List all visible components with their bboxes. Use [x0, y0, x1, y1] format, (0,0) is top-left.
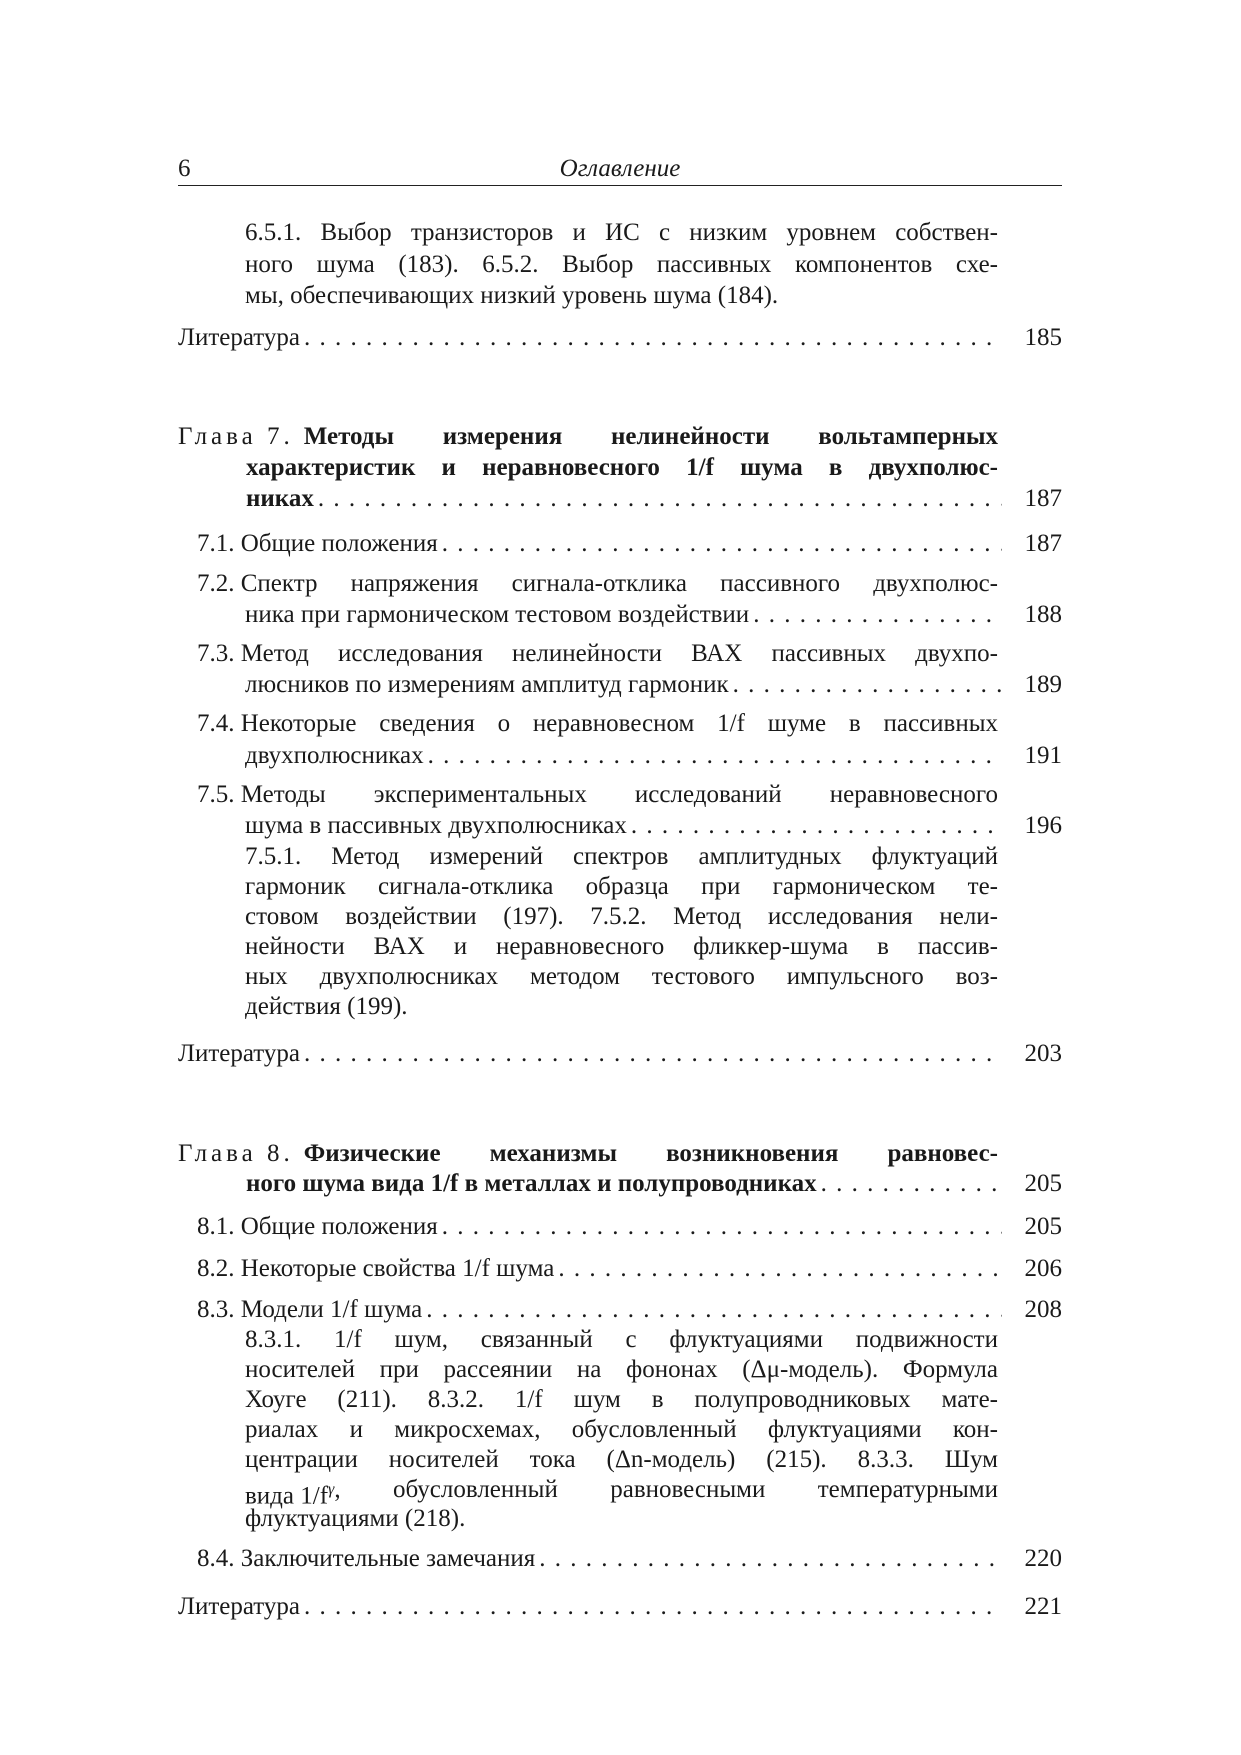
dot-leader	[753, 600, 1002, 630]
toc-entry-7-2-end[interactable]	[245, 600, 1062, 630]
section-number: 7.3.	[197, 640, 235, 667]
subsection-text: мы, обеспечивающих низкий уровень шума (184).	[245, 282, 779, 309]
entry-title: Некоторые свойства 1/f шума	[240, 1255, 555, 1282]
entry-page: 205	[1024, 1170, 1062, 1197]
entry-page: 188	[1024, 601, 1062, 628]
entry-title: ника при гармоническом тестовом воздействии	[245, 601, 750, 628]
running-title: Оглавление	[559, 155, 681, 182]
entry-title: Литература	[178, 1040, 300, 1067]
toc-entry-7-3[interactable]	[197, 639, 998, 669]
entry-page: 220	[1024, 1545, 1062, 1572]
dot-leader	[428, 741, 1002, 771]
entry-title: Литература	[178, 324, 300, 351]
chapter-title-end[interactable]	[246, 1169, 1062, 1199]
dot-leader	[304, 1592, 1002, 1622]
entry-title: люсников по измерениям амплитуд гармоник	[245, 671, 729, 698]
toc-entry-7-4[interactable]	[197, 709, 998, 739]
dot-leader	[733, 670, 1002, 700]
entry-title: Общие положения	[240, 530, 438, 557]
dot-leader	[304, 323, 1002, 353]
entry-title: Методы экспериментальных исследований неравновесного	[240, 781, 998, 808]
subsection-text: стовом воздействии (197). 7.5.2. Метод исследования нели-	[245, 903, 998, 930]
entry-title: Общие положения	[240, 1213, 438, 1240]
section-number: 8.4.	[197, 1545, 235, 1572]
subsection-text: нейности ВАХ и неравновесного фликкер-шума в пассив-	[245, 933, 998, 960]
entry-page: 196	[1024, 812, 1062, 839]
section-number: 8.3.	[197, 1296, 235, 1323]
toc-entry-7-4-end[interactable]	[245, 741, 1062, 771]
toc-entry-literature[interactable]	[178, 1039, 1062, 1069]
subsection-text: центрации носителей тока (Δn-модель) (215). 8.3.3. Шум	[245, 1446, 998, 1473]
toc-entry-8-3[interactable]	[197, 1295, 1062, 1325]
entry-page: 206	[1024, 1255, 1062, 1282]
subsection-text-part	[245, 1475, 335, 1510]
entry-title: Модели 1/f шума	[240, 1296, 423, 1323]
section-number: 8.2.	[197, 1255, 235, 1282]
dot-leader	[426, 1295, 1002, 1325]
toc-entry-7-3-end[interactable]	[245, 670, 1062, 700]
entry-page: 191	[1024, 742, 1062, 769]
exponent: γ	[328, 1481, 335, 1498]
dot-leader	[442, 1212, 1002, 1242]
toc-entry-8-2[interactable]	[197, 1254, 1062, 1284]
dot-leader	[304, 1039, 1002, 1069]
header-rule	[178, 185, 1062, 186]
toc-entry-7-2[interactable]	[197, 569, 998, 599]
entry-title: двухполюсниках	[245, 742, 424, 769]
dot-leader	[631, 811, 1002, 841]
entry-page: 185	[1024, 324, 1062, 351]
chapter-title: Методы измерения нелинейности вольтамперных	[303, 423, 998, 450]
subsection-text: носителей при рассеянии на фононах (Δμ-модель). Формула	[245, 1356, 998, 1383]
subsection-text: флуктуациями (218).	[245, 1505, 466, 1532]
subsection-text: 7.5.1. Метод измерений спектров амплитудных флуктуаций	[245, 843, 998, 870]
section-number: 7.1.	[197, 530, 235, 557]
entry-page: 205	[1024, 1213, 1062, 1240]
toc-entry-7-5-end[interactable]	[245, 811, 1062, 841]
entry-page: 208	[1024, 1296, 1062, 1323]
chapter-title: никах	[246, 485, 314, 512]
toc-entry-literature[interactable]	[178, 323, 1062, 353]
chapter-title: характеристик и неравновесного 1/f шума в двухполюс-	[246, 454, 998, 481]
toc-entry-literature[interactable]	[178, 1592, 1062, 1622]
toc-entry-8-4[interactable]	[197, 1544, 1062, 1574]
subsection-text: действия (199).	[245, 993, 408, 1020]
formula-text: вида 1/f	[245, 1482, 329, 1510]
chapter-title: Физические механизмы возникновения равновес-	[303, 1140, 998, 1167]
entry-page: 187	[1024, 530, 1062, 557]
entry-title: шума в пассивных двухполюсниках	[245, 812, 627, 839]
chapter-title: ного шума вида 1/f в металлах и полупроводниках	[246, 1170, 817, 1197]
dot-leader	[539, 1544, 1002, 1574]
subsection-text: 8.3.1. 1/f шум, связанный с флуктуациями подвижности	[245, 1326, 998, 1353]
section-number: 7.4.	[197, 710, 235, 737]
entry-page: 187	[1024, 485, 1062, 512]
toc-entry-8-1[interactable]	[197, 1212, 1062, 1242]
chapter-heading[interactable]	[178, 1139, 998, 1169]
dot-leader	[442, 529, 1002, 559]
subsection-text: ного шума (183). 6.5.2. Выбор пассивных компонентов схе-	[245, 251, 998, 278]
subsection-text: риалах и микросхемах, обусловленный флуктуациями кон-	[245, 1416, 998, 1443]
page-number: 6	[178, 155, 191, 182]
section-number: 7.5.	[197, 781, 235, 808]
chapter-title-end[interactable]	[246, 484, 1062, 514]
entry-title: Некоторые сведения о неравновесном 1/f шуме в пассивных	[240, 710, 998, 737]
entry-page: 221	[1024, 1593, 1062, 1620]
chapter-heading[interactable]	[178, 422, 998, 452]
entry-title: Заключительные замечания	[240, 1545, 536, 1572]
entry-page: 189	[1024, 671, 1062, 698]
entry-page: 203	[1024, 1040, 1062, 1067]
entry-title: Спектр напряжения сигнала-отклика пассивного двухполюс-	[240, 570, 998, 597]
entry-title: Метод исследования нелинейности ВАХ пассивных двухпо-	[240, 640, 998, 667]
dot-leader	[821, 1169, 1002, 1199]
dot-leader	[558, 1254, 1002, 1284]
dot-leader	[318, 484, 1002, 514]
subsection-text: Хоуге (211). 8.3.2. 1/f шум в полупроводниковых мате-	[245, 1386, 998, 1413]
subsection-text-part: , обусловленный равновесными температурными	[334, 1476, 998, 1503]
section-number: 7.2.	[197, 570, 235, 597]
subsection-text: гармоник сигнала-отклика образца при гармоническом те-	[245, 873, 998, 900]
subsection-text: 6.5.1. Выбор транзисторов и ИС с низким уровнем собствен-	[245, 219, 998, 246]
toc-entry-7-5[interactable]	[197, 780, 998, 810]
entry-title: Литература	[178, 1593, 300, 1620]
toc-entry-7-1[interactable]	[197, 529, 1062, 559]
subsection-text: ных двухполюсниках методом тестового импульсного воз-	[245, 963, 998, 990]
section-number: 8.1.	[197, 1213, 235, 1240]
chapter-label: Глава 7.	[178, 423, 294, 450]
subsection-text	[245, 1475, 998, 1510]
chapter-label: Глава 8.	[178, 1140, 294, 1167]
